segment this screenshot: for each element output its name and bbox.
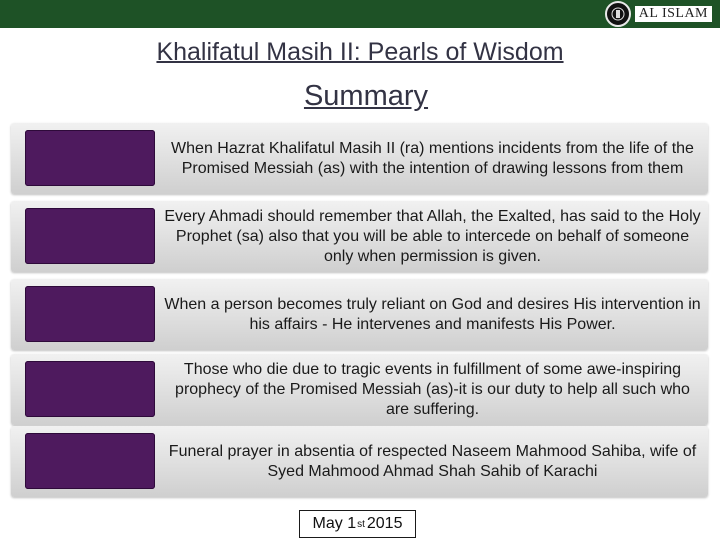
summary-item-text: Every Ahmadi should remember that Allah, the Exalted, has said to the Holy Prophet (sa) also that you will be able to intercede on behalf of someone only when permission is given. <box>164 207 701 265</box>
summary-item-text: Funeral prayer in absentia of respected Naseem Mahmood Sahiba, wife of Syed Mahmood Ahmad Shah Sahib of Karachi <box>168 442 697 480</box>
summary-item-marker <box>25 208 155 264</box>
summary-item-text: When Hazrat Khalifatul Masih II (ra) mentions incidents from the life of the Promised Messiah (as) with the intention of drawing lessons from them <box>171 139 694 177</box>
date-year: 2015 <box>366 515 403 532</box>
al-islam-seal-icon <box>605 1 631 27</box>
summary-item-marker <box>25 286 155 342</box>
page-title: Khalifatul Masih II: Pearls of Wisdom <box>156 38 564 66</box>
date-prefix: May 1 <box>312 515 357 532</box>
header-bar <box>0 0 720 28</box>
summary-item-marker <box>25 433 155 489</box>
section-subtitle: Summary <box>303 80 429 112</box>
al-islam-logo <box>605 2 712 26</box>
summary-item-marker <box>25 361 155 417</box>
date-suffix: st <box>357 518 365 530</box>
summary-item-marker <box>25 130 155 186</box>
summary-item-text: When a person becomes truly reliant on God and desires His intervention in his affairs - He intervenes and manifests His Power. <box>164 295 701 333</box>
summary-item <box>11 123 708 194</box>
logo-text: AL ISLAM <box>635 6 712 22</box>
summary-item <box>11 279 708 350</box>
summary-item <box>11 201 708 272</box>
summary-item <box>11 426 708 497</box>
summary-item <box>11 354 708 425</box>
date-label <box>299 510 416 538</box>
summary-item-text: Those who die due to tragic events in fulfillment of some awe-inspiring prophecy of the Promised Messiah (as)-it is our duty to help all such who are suffering. <box>175 360 690 418</box>
